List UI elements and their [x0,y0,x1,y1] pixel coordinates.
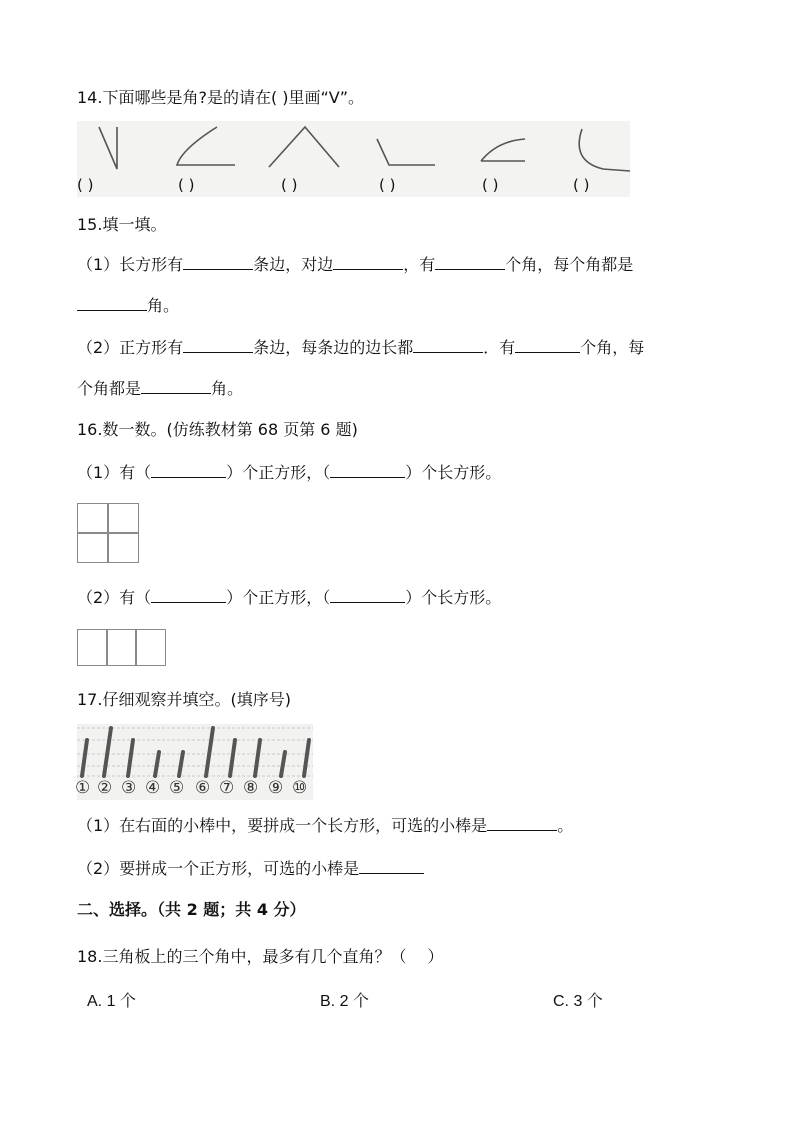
stick-7 [230,740,235,776]
angle-figure-1 [99,127,117,169]
angle-figure-3 [269,127,339,167]
answer-paren-2[interactable]: ( ) [178,176,195,194]
stick-6 [206,728,213,776]
sticks-figure [77,724,313,800]
text: ，有 [403,255,436,274]
answer-blank[interactable] [151,586,226,603]
angle-figure-2 [177,127,235,165]
text: （1）长方形有 [77,255,184,274]
option-a[interactable]: A. 1 个 [87,993,136,1010]
answer-paren-4[interactable]: ( ) [379,176,396,194]
stick-label-5: ⑤ [169,778,185,798]
answer-blank[interactable] [330,461,405,478]
stick-5 [179,752,183,776]
q17-part2 [77,857,424,880]
text: 。 [557,816,574,835]
stick-label-1: ① [75,778,91,798]
text: 条边，每条边的边长都 [253,338,414,357]
answer-blank[interactable] [359,857,424,874]
stick-label-4: ④ [145,778,161,798]
stick-label-3: ③ [121,778,137,798]
angle-figure-6 [579,129,630,171]
text: ）个正方形，（ [226,588,331,607]
text: ）个长方形。 [405,463,502,482]
answer-blank[interactable] [487,814,557,831]
answer-blank[interactable] [435,253,505,270]
text: ）个正方形，（ [226,463,331,482]
stick-label-2: ② [97,778,113,798]
stick-3 [128,740,133,776]
stick-label-9: ⑨ [268,778,284,798]
stick-9 [281,752,285,776]
stick-label-7: ⑦ [219,778,235,798]
text: 条边，对边 [253,255,334,274]
q14-title: 14.下面哪些是角?是的请在( )里画“V”。 [77,88,365,107]
q16-title: 16.数一数。(仿练教材第 68 页第 6 题) [77,420,358,439]
q16-part2 [77,586,501,609]
stick-10 [304,740,309,776]
answer-blank[interactable] [141,377,211,394]
text: （2）要拼成一个正方形，可选的小棒是 [77,859,360,878]
text: 个角，每 [580,338,645,357]
option-c[interactable]: C. 3 个 [553,993,603,1010]
stick-label-6: ⑥ [195,778,211,798]
answer-blank[interactable] [333,253,403,270]
answer-blank[interactable] [515,336,580,353]
text: （1）有（ [77,463,152,482]
three-cell-rectangle-figure [77,629,166,666]
option-b[interactable]: B. 2 个 [320,993,369,1010]
q15-part1-cont [77,294,179,317]
answer-blank[interactable] [330,586,405,603]
stick-8 [255,740,260,776]
q15-part2-cont [77,377,243,400]
q18-title: 18.三角板上的三个角中，最多有几个直角？（ ） [77,947,444,966]
text: 角。 [211,379,244,398]
answer-paren-6[interactable]: ( ) [573,176,590,194]
section-heading: 二、选择。（共 2 题；共 4 分） [77,900,306,919]
answer-blank[interactable] [183,336,253,353]
text: （1）在右面的小棒中，要拼成一个长方形，可选的小棒是 [77,816,488,835]
square-grid-figure [77,503,139,563]
text: ．有 [483,338,516,357]
angle-figure-4 [377,139,435,165]
answer-blank[interactable] [77,294,147,311]
cell-divider [135,630,137,665]
text: 个角，每个角都是 [505,255,634,274]
answer-blank[interactable] [183,253,253,270]
answer-blank[interactable] [151,461,226,478]
stick-4 [155,752,159,776]
text: ）个长方形。 [405,588,502,607]
text: （2）有（ [77,588,152,607]
q16-part1 [77,461,501,484]
stick-label-8: ⑧ [243,778,259,798]
text: 个角都是 [77,379,142,398]
q15-part1 [77,253,633,276]
answer-paren-1[interactable]: ( ) [77,176,94,194]
q17-title: 17.仔细观察并填空。(填序号) [77,690,291,709]
cell-divider [106,630,108,665]
grid-horizontal-divider [78,532,138,534]
angle-figure-5 [481,139,525,161]
answer-paren-3[interactable]: ( ) [281,176,298,194]
q17-part1 [77,814,573,837]
answer-blank[interactable] [413,336,483,353]
stick-1 [82,740,87,776]
answer-paren-5[interactable]: ( ) [482,176,499,194]
text: 角。 [147,296,180,315]
stick-2 [104,728,111,776]
stick-label-10: ⑩ [292,778,308,798]
q14-answer-parens [77,176,630,196]
text: （2）正方形有 [77,338,184,357]
q15-part2 [77,336,644,359]
q15-title: 15.填一填。 [77,215,167,234]
